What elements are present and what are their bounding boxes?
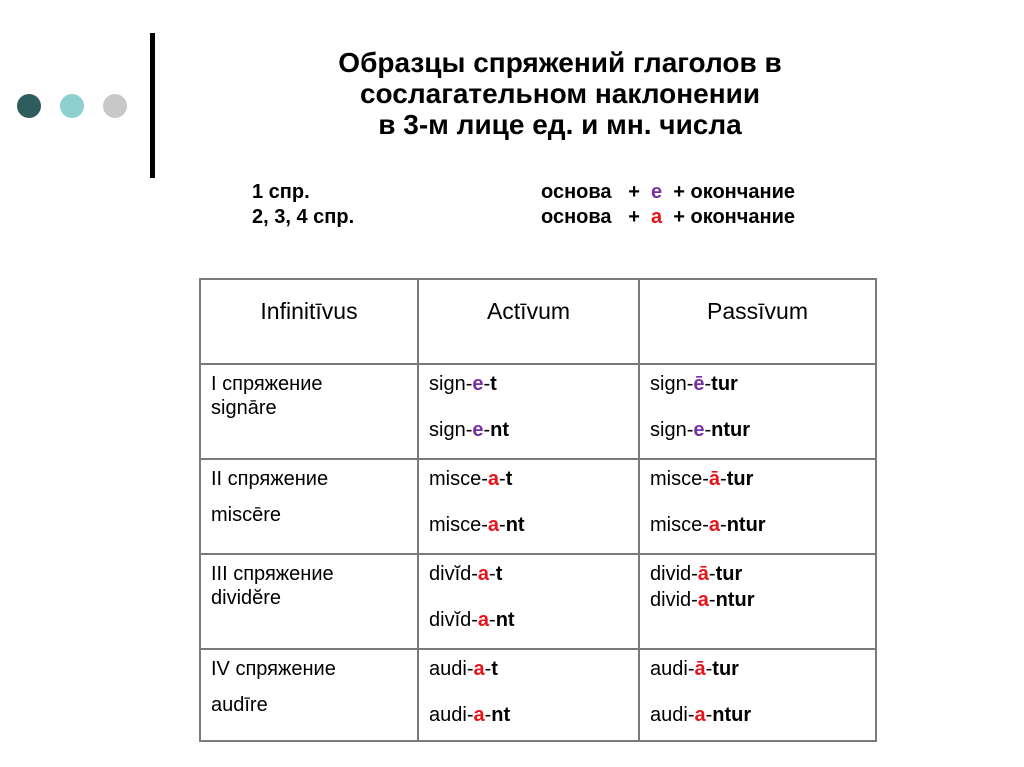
form-ending: ntur [726,514,766,536]
form-singular [429,658,628,704]
form-separator: - [704,419,712,441]
passivum-cell [639,649,876,741]
infinitive-verb: audīre [211,694,268,716]
form-plural [429,514,628,537]
form-ending: nt [495,609,515,631]
form-singular [650,658,865,704]
form-stem: sign- [429,419,473,441]
form-plural [650,514,865,537]
form-separator: - [483,373,491,395]
conjugation-label: II спряжение [211,468,329,490]
form-stem: divid- [650,563,698,585]
form-plural [650,589,865,612]
passivum-cell [639,459,876,554]
form-stem: divid- [650,589,698,611]
decor-dot-teal [60,94,84,118]
form-vowel: a [473,658,485,680]
header-activum: Actīvum [418,279,639,364]
form-ending: t [505,468,513,490]
form-vowel: a [487,514,500,536]
slide-title [230,47,890,140]
table-row [200,459,876,554]
form-vowel: a [477,563,490,585]
infinitive-verb: dividĕre [211,587,282,609]
form-singular [650,563,865,589]
form-plural [650,419,865,442]
infinitive-cell [200,649,418,741]
conjugation-label: III спряжение [211,563,334,585]
title-line-2: сослагательном наклонении [359,78,761,109]
title-line-1: Образцы спряжений глаголов в [338,47,782,78]
conjugation-table [199,278,877,742]
table-row [200,649,876,741]
form-stem: misce- [650,468,709,490]
form-singular [650,468,865,514]
form-ending: tur [726,468,754,490]
form-separator: - [484,658,492,680]
form-vowel: ē [693,373,705,395]
form-ending: nt [491,704,511,726]
form-vowel: ā [697,563,709,585]
form-stem: misce- [650,514,709,536]
form-vowel: ā [694,658,706,680]
form-separator: - [705,658,713,680]
form-vowel: ā [708,468,721,490]
passivum-cell [639,364,876,459]
activum-cell [418,459,639,554]
decor-dot-gray [103,94,127,118]
infinitive-cell [200,459,418,554]
formula-label-2: 2, 3, 4 спр. [252,206,355,228]
form-ending: tur [712,658,739,680]
form-stem: misce- [429,514,488,536]
formula-ending: + окончание [673,181,795,203]
form-singular [429,468,628,514]
passivum-cell [639,554,876,649]
form-separator: - [704,373,712,395]
table-header-row [200,279,876,364]
form-separator: - [499,514,506,536]
form-singular [650,373,865,419]
form-separator: - [499,468,506,490]
form-ending: ntur [715,589,755,611]
form-ending: t [491,658,498,680]
form-stem: sign- [650,373,694,395]
title-line-3: в 3-м лице ед. и мн. числа [378,109,742,140]
form-vowel: a [477,609,490,631]
conjugation-label: IV спряжение [211,658,336,680]
form-vowel: e [472,419,484,441]
table-row [200,364,876,459]
infinitive-verb: signāre [211,397,277,419]
form-separator: - [705,704,713,726]
form-stem: audi- [429,704,474,726]
form-separator: - [720,514,727,536]
formula-base: основа [541,181,612,203]
formula-label-1: 1 спр. [252,181,310,203]
infinitive-verb: miscēre [211,504,282,526]
infinitive-cell [200,554,418,649]
header-passivum: Passīvum [639,279,876,364]
header-infinitivus: Infinitīvus [200,279,418,364]
form-vowel: a [487,468,500,490]
activum-cell [418,364,639,459]
form-vowel: e [693,419,705,441]
form-separator: - [484,704,492,726]
formula-plus: + [628,181,640,203]
form-singular [429,373,628,419]
formula-base: основа [541,206,612,228]
divider-line [150,33,155,178]
decor-dot-dark [17,94,41,118]
form-ending: tur [715,563,743,585]
form-separator: - [489,563,496,585]
form-stem: sign- [429,373,473,395]
form-stem: audi- [650,658,695,680]
conjugation-label: I спряжение [211,373,323,395]
infinitive-cell [200,364,418,459]
form-plural [429,609,628,632]
form-ending: ntur [712,704,752,726]
form-vowel: a [473,704,485,726]
table-row [200,554,876,649]
activum-cell [418,649,639,741]
form-plural [429,419,628,442]
formula-vowel-a: а [651,206,663,228]
formula-ending: + окончание [673,206,795,228]
form-ending: tur [711,373,738,395]
form-vowel: a [694,704,706,726]
form-ending: nt [505,514,525,536]
form-stem: sign- [650,419,694,441]
formula-expression-1 [541,180,795,204]
form-stem: audi- [650,704,695,726]
form-singular [429,563,628,609]
formula-vowel-e: е [651,181,663,203]
activum-cell [418,554,639,649]
form-stem: divĭd- [429,609,478,631]
form-stem: misce- [429,468,488,490]
form-plural [650,704,865,727]
form-ending: t [495,563,503,585]
form-vowel: a [697,589,709,611]
form-separator: - [483,419,491,441]
form-vowel: e [472,373,484,395]
form-stem: divĭd- [429,563,478,585]
form-vowel: a [708,514,721,536]
form-ending: nt [490,419,510,441]
form-separator: - [720,468,727,490]
form-ending: t [490,373,497,395]
form-stem: audi- [429,658,474,680]
form-separator: - [489,609,496,631]
formula-plus: + [628,206,640,228]
form-separator: - [708,589,716,611]
formula-expression-2 [541,205,795,229]
form-plural [429,704,628,727]
form-ending: ntur [711,419,751,441]
form-separator: - [708,563,716,585]
